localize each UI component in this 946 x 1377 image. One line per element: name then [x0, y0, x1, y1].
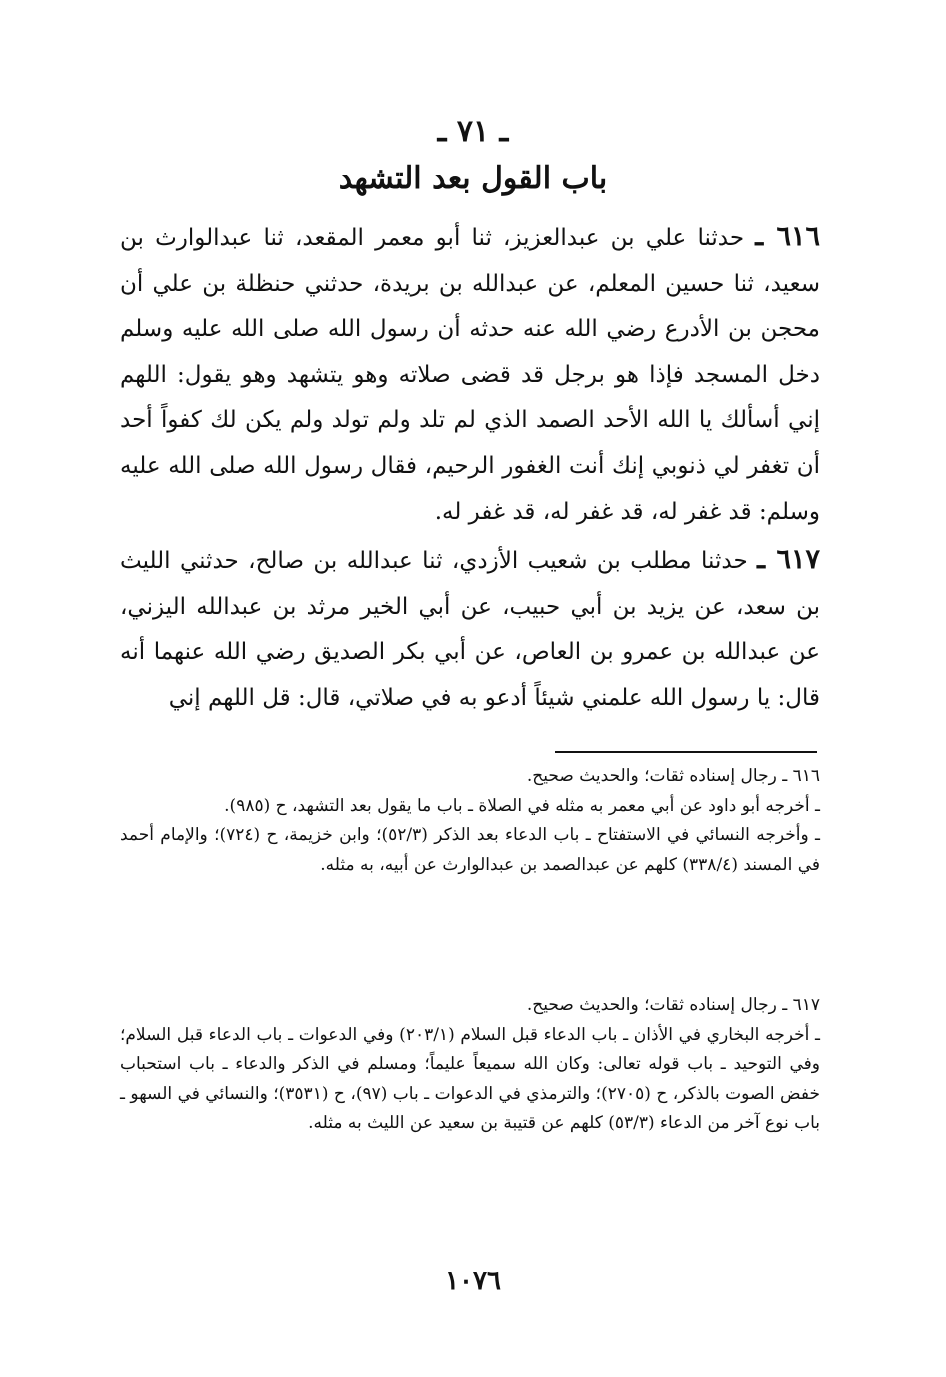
hadith-number: ٦١٦ ـ — [755, 221, 820, 252]
footnote-line: ـ وأخرجه النسائي في الاستفتاح ـ باب الدعاء بعد الذكر (٥٢/٣)؛ وابن خزيمة، ح (٧٢٤)؛ والإمام أحمد في المسند (٣٣٨/٤) كلهم عن عبدالصمد بن عبدالوارث عن أبيه، به مثله. — [120, 825, 820, 875]
hadith-text: حدثنا علي بن عبدالعزيز، ثنا أبو معمر المقعد، ثنا عبدالوارث بن سعيد، ثنا حسين المعلم، عن عبدالله بن بريدة، حدثني حنظلة بن علي أن محجن بن الأدرع رضي الله عنه حدثه أن رسول الله صلى الله عليه وسلم دخل المسجد فإذا هو برجل قد قضى صلاته وهو يتشهد وهو يقول: اللهم إني أسألك يا الله الأحد الصمد الذي لم تلد ولم تولد ولم يكن لك كفواً أحد أن تغفر لي ذنوبي إنك أنت الغفور الرحيم، فقال رسول الله صلى الله عليه وسلم: قد غفر له، قد غفر له، قد غفر له. — [120, 225, 820, 525]
section-number: ـ ٧١ ـ — [437, 114, 509, 149]
footnote-line: ـ أخرجه أبو داود عن أبي معمر به مثله في الصلاة ـ باب ما يقول بعد التشهد، ح (٩٨٥). — [224, 795, 820, 816]
hadith-617 — [120, 537, 820, 721]
hadith-616 — [120, 214, 820, 535]
chapter-title: باب القول بعد التشهد — [338, 161, 608, 196]
footnote-line: ـ أخرجه البخاري في الأذان ـ باب الدعاء قبل السلام (٢٠٣/١) وفي الدعوات ـ باب الدعاء قبل السلام؛ وفي التوحيد ـ باب قوله تعالى: وكان الله سميعاً عليماً؛ ومسلم في الذكر والدعاء ـ باب استحباب خفض الصوت بالذكر، ح (٢٧٠٥)؛ والترمذي في الدعوات ـ باب (٩٧)، ح (٣٥٣١)؛ والنسائي في السهو ـ باب نوع آخر من الدعاء (٥٣/٣) كلهم عن قتيبة بن سعيد عن الليث به مثله. — [120, 1024, 820, 1133]
footnote-616 — [120, 762, 820, 880]
footnote-line: ٦١٧ ـ رجال إسناده ثقات؛ والحديث صحيح. — [526, 995, 820, 1015]
hadith-number: ٦١٧ ـ — [757, 544, 820, 575]
footnote-separator — [555, 751, 817, 753]
footnote-line: ٦١٦ ـ رجال إسناده ثقات؛ والحديث صحيح. — [526, 766, 820, 786]
hadith-text: حدثنا مطلب بن شعيب الأزدي، ثنا عبدالله بن صالح، حدثني الليث بن سعد، عن يزيد بن أبي حبيب، عن أبي الخير مرثد بن عبدالله اليزني، عن عبدالله بن عمرو بن العاص، عن أبي بكر الصديق رضي الله عنهما أنه قال: يا رسول الله علمني شيئاً أدعو به في صلاتي، قال: قل اللهم إني — [120, 548, 820, 711]
footnote-617 — [120, 991, 820, 1139]
page-number: ١٠٧٦ — [445, 1266, 501, 1296]
